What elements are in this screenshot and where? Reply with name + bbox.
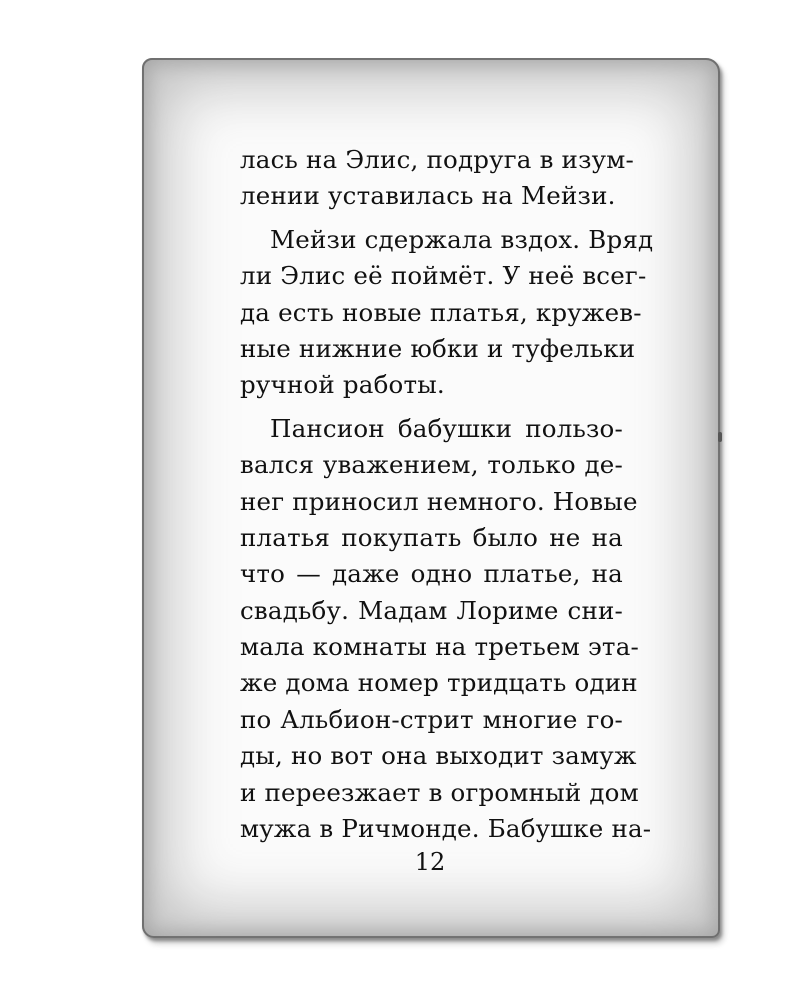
text-line: да есть новые платья, кружев- <box>240 297 642 327</box>
text-line: лении уставилась на Мейзи. <box>240 181 616 211</box>
text-line: по Альбион-стрит многие го- <box>240 704 623 734</box>
text-line: нег приносил немного. Новые <box>240 486 638 516</box>
text-line: Пансион бабушки пользо- <box>270 413 623 443</box>
text-line: Мейзи сдержала вздох. Вряд <box>270 224 654 254</box>
text-line: платья покупать было не на <box>240 522 623 552</box>
text-line: же дома номер тридцать один <box>240 668 638 698</box>
text-line: ные нижние юбки и туфельки <box>240 333 636 363</box>
text-line: ды, но вот она выходит замуж <box>240 741 637 771</box>
text-line: свадьбу. Мадам Лориме сни- <box>240 595 623 625</box>
text-line: и переезжает в огромный дом <box>240 777 639 807</box>
text-line: мужа в Ричмонде. Бабушке на- <box>240 814 652 844</box>
text-line: мала комнаты на третьем эта- <box>240 632 639 662</box>
text-line: ручной работы. <box>240 370 445 400</box>
body-text <box>240 142 654 847</box>
text-line: что — даже одно платье, на <box>240 559 623 589</box>
text-line: ли Элис её поймёт. У неё всег- <box>240 261 647 291</box>
page-number: 12 <box>414 848 446 876</box>
paper-edge-mark <box>718 432 722 442</box>
text-line: лась на Элис, подруга в изум- <box>240 145 634 174</box>
text-line: вался уважением, только де- <box>240 450 623 480</box>
